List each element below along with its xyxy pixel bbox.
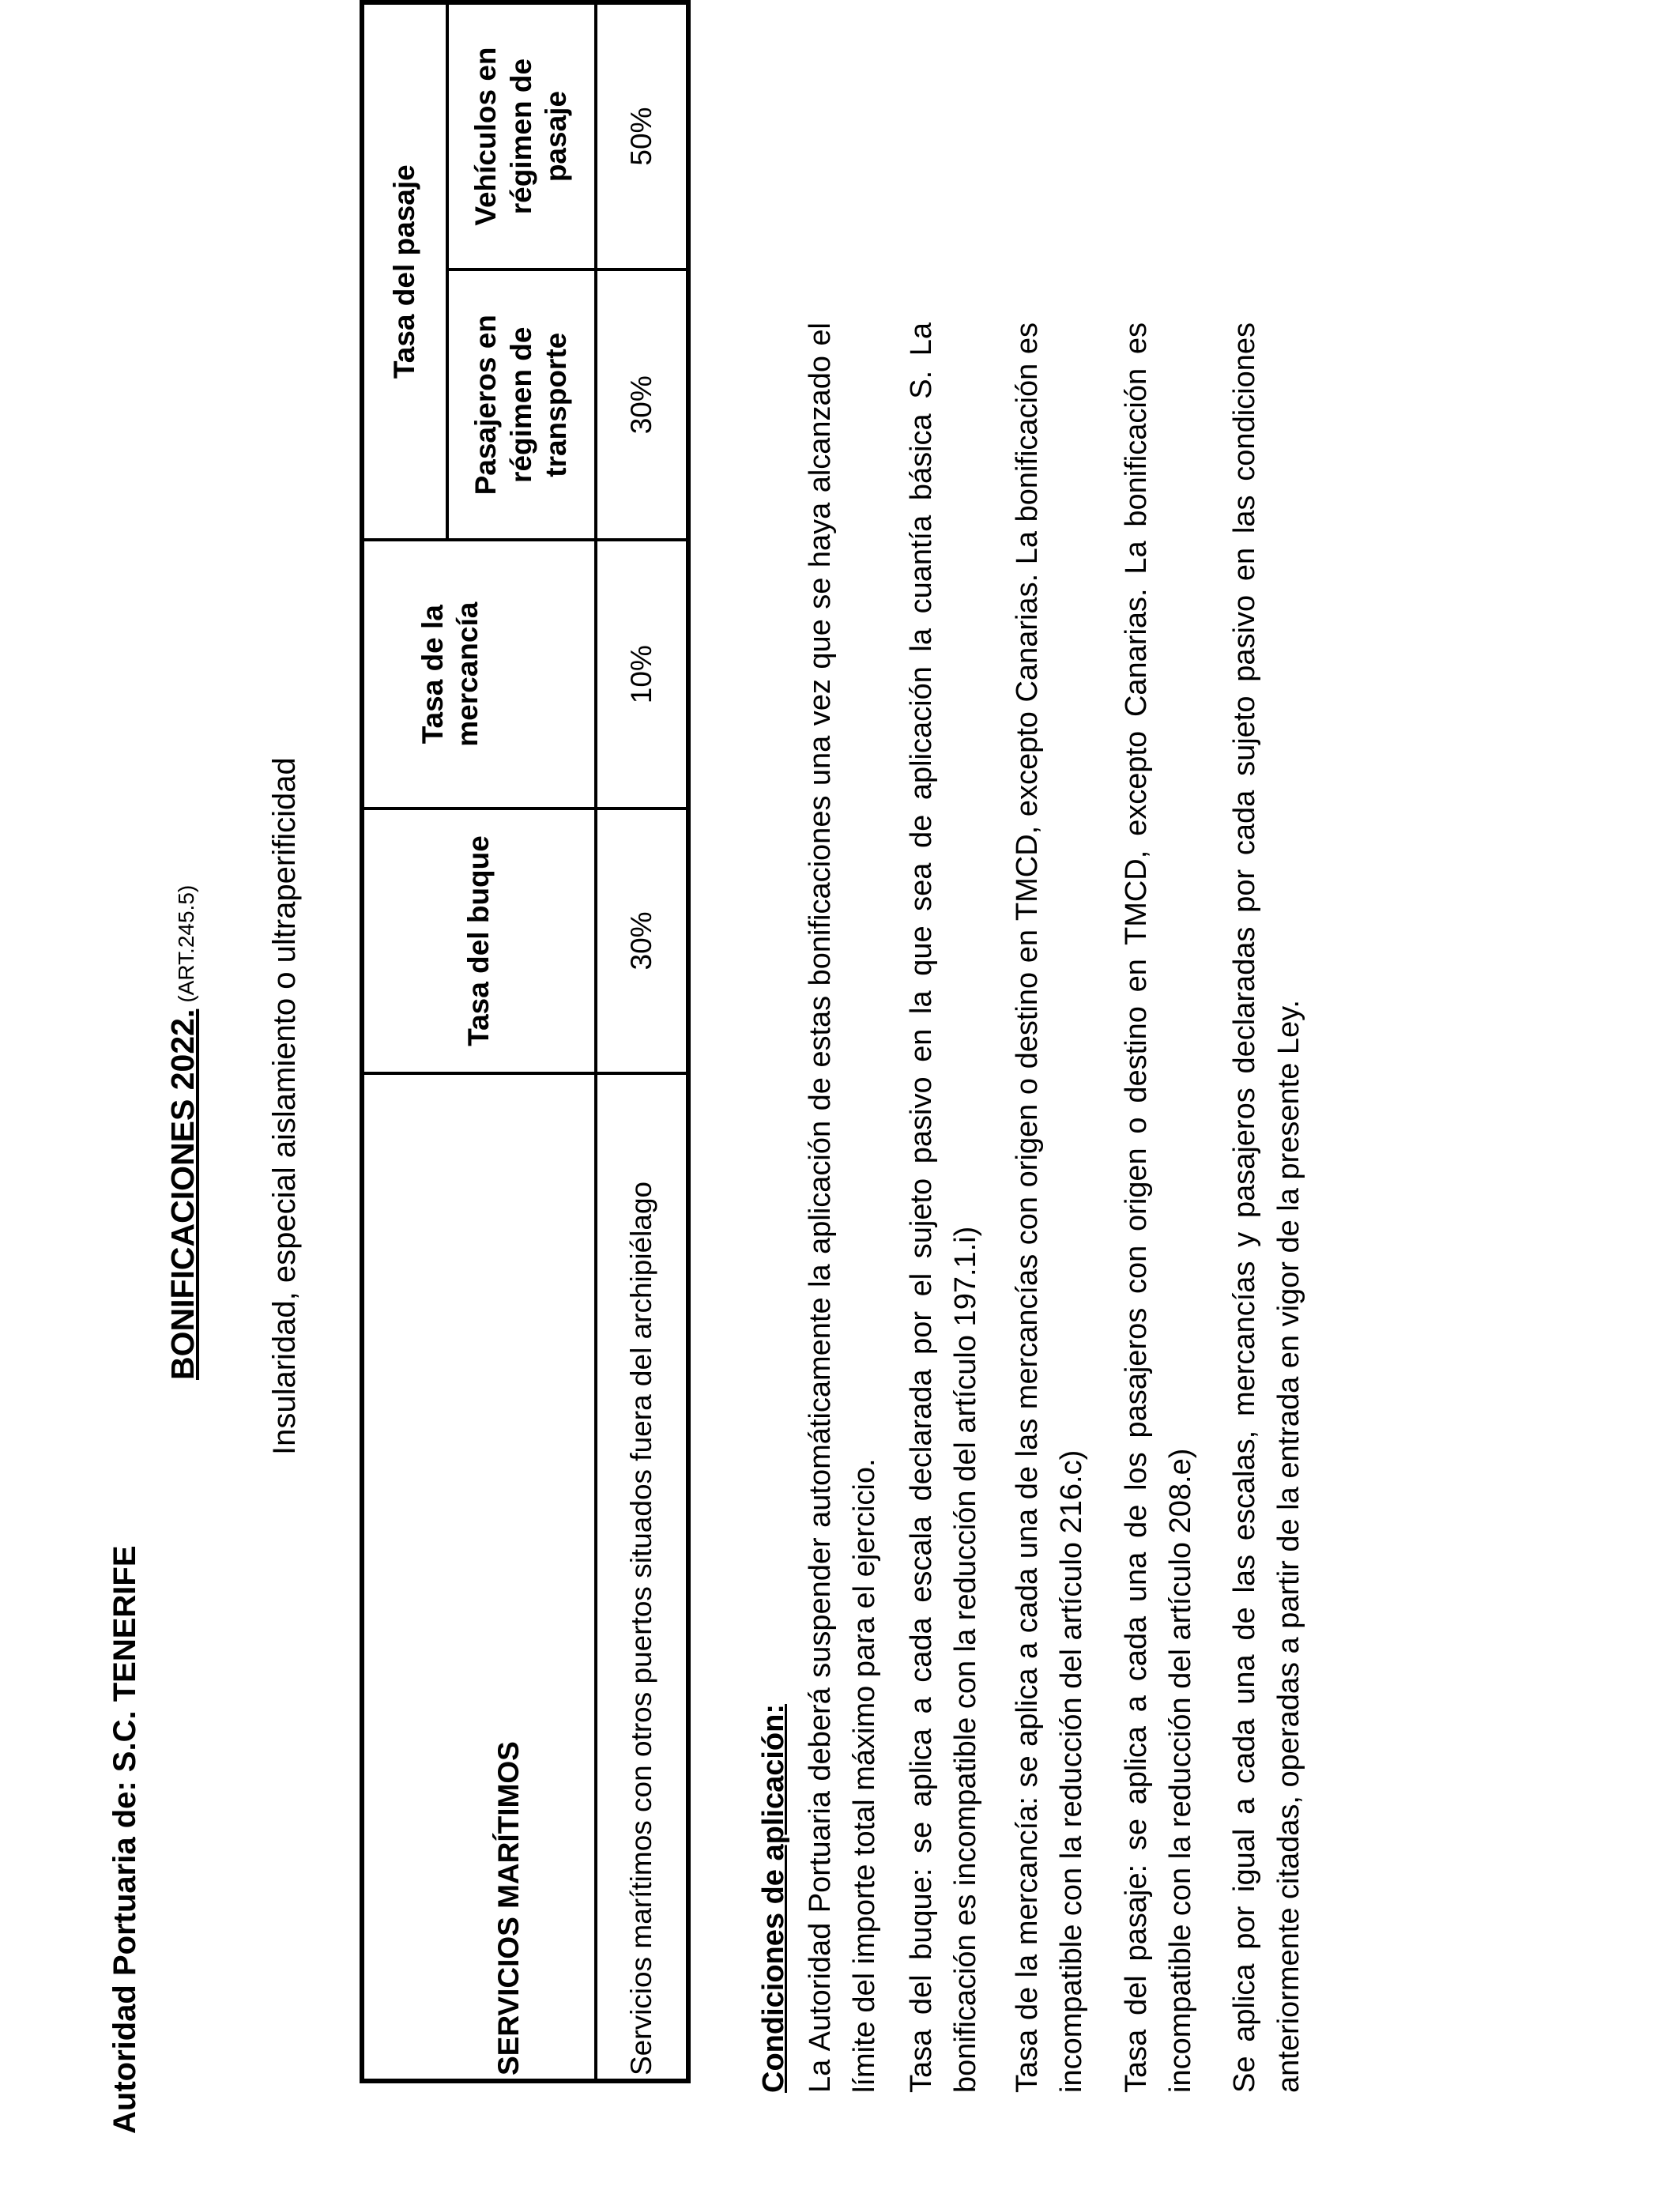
cell-buque: 30% (596, 809, 688, 1073)
document-title: BONIFICACIONES 2022. (164, 1008, 201, 1380)
condition-paragraph-1: La Autoridad Portuaria deberá suspender automáticamente la aplicación de estas bonificaciones una vez que se haya alcanzado el límite del importe total máximo para el ejercicio. (804, 322, 881, 2093)
table-header-row (362, 2, 447, 2081)
condition-paragraph-2: Tasa del buque: se aplica a cada escala declarada por el sujeto pasivo en la que sea de aplicación la cuantía básica S. La bonificación es incompatible con la reducción del artículo 197.1.i) (905, 322, 982, 2093)
header-vehiculos-regimen: Vehículos en régimen de pasaje (447, 2, 596, 270)
table-row (596, 2, 688, 2081)
conditions-heading: Condiciones de aplicación: (757, 1704, 790, 2093)
cell-vehiculos: 50% (596, 2, 688, 270)
subtitle: Insularidad, especial aislamiento o ultraperificidad (267, 757, 302, 1455)
cell-service: Servicios marítimos con otros puertos situados fuera del archipiélago (596, 1073, 688, 2081)
header-tasa-pasaje: Tasa del pasaje (362, 2, 447, 540)
condition-paragraph-5: Se aplica por igual a cada una de las escalas, mercancías y pasajeros declaradas por cada sujeto pasivo en las condiciones anteriormente citadas, operadas a partir de la entrada en vigor de la presente Ley. (1228, 322, 1305, 2093)
header-pasajeros-regimen: Pasajeros en régimen de transporte (447, 270, 596, 540)
header-tasa-buque: Tasa del buque (362, 809, 596, 1073)
header-servicios-maritimos: SERVICIOS MARÍTIMOS (362, 1073, 596, 2081)
condition-paragraph-3: Tasa de la mercancía: se aplica a cada una de las mercancías con origen o destino en TMCD, excepto Canarias. La bonificación es incompatible con la reducción del artículo 216.c) (1011, 322, 1088, 2093)
port-authority-heading: Autoridad Portuaria de: S.C. TENERIFE (107, 1545, 142, 2134)
title-line (164, 885, 202, 1380)
cell-mercancia: 10% (596, 540, 688, 809)
bonificaciones-table (360, 0, 691, 2083)
header-tasa-mercancia: Tasa de la mercancía (362, 540, 596, 809)
condition-paragraph-4: Tasa del pasaje: se aplica a cada una de los pasajeros con origen o destino en TMCD, excepto Canarias. La bonificación es incompatible con la reducción del artículo 208.e) (1120, 322, 1197, 2093)
article-reference: (ART.245.5) (174, 884, 198, 1003)
cell-pasajeros: 30% (596, 270, 688, 540)
